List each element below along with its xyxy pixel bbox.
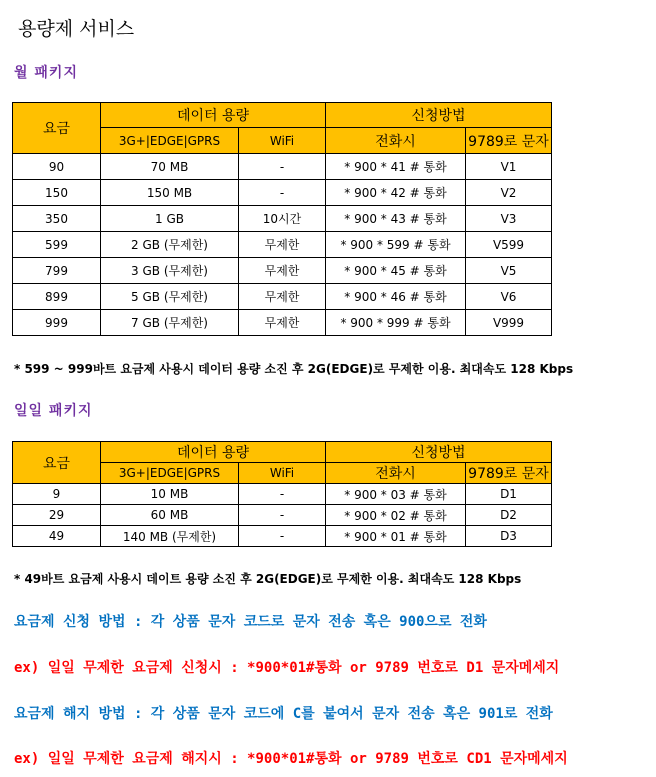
fee-cell: 150	[13, 180, 101, 206]
wifi-cell: 무제한	[239, 232, 326, 258]
fee-cell: 899	[13, 284, 101, 310]
phone-cell: * 900 * 45 # 통화	[326, 258, 466, 284]
monthly-package-heading: 월 패키지	[14, 65, 78, 81]
data-cell: 10 MB	[101, 484, 239, 505]
cancel-method-text: 요금제 해지 방법 : 각 상품 문자 코드에 C를 붙여서 문자 전송 혹은 901로 전화	[14, 706, 553, 722]
wifi-cell: 무제한	[239, 310, 326, 336]
sms-cell: V3	[466, 206, 552, 232]
header-phone: 전화시	[326, 128, 466, 154]
sms-cell: V6	[466, 284, 552, 310]
data-cell: 1 GB	[101, 206, 239, 232]
header-subscription-method: 신청방법	[326, 442, 552, 463]
table-row	[13, 484, 552, 505]
sms-cell: V999	[466, 310, 552, 336]
header-data-capacity: 데이터 용량	[101, 103, 326, 128]
phone-cell: * 900 * 41 # 통화	[326, 154, 466, 180]
table-row	[13, 310, 552, 336]
sms-cell: V1	[466, 154, 552, 180]
sms-cell: D3	[466, 526, 552, 547]
header-network: 3G+|EDGE|GPRS	[101, 463, 239, 484]
header-sms: 9789로 문자	[466, 463, 552, 484]
header-wifi: WiFi	[239, 463, 326, 484]
fee-cell: 9	[13, 484, 101, 505]
apply-method-text: 요금제 신청 방법 : 각 상품 문자 코드로 문자 전송 혹은 900으로 전화	[14, 614, 487, 630]
data-cell: 3 GB (무제한)	[101, 258, 239, 284]
page-title: 용량제 서비스	[18, 18, 135, 40]
wifi-cell: -	[239, 180, 326, 206]
fee-cell: 49	[13, 526, 101, 547]
sms-cell: D1	[466, 484, 552, 505]
header-fee: 요금	[13, 442, 101, 484]
table-row	[13, 180, 552, 206]
fee-cell: 350	[13, 206, 101, 232]
wifi-cell: -	[239, 526, 326, 547]
table-row	[13, 154, 552, 180]
data-cell: 5 GB (무제한)	[101, 284, 239, 310]
daily-package-heading: 일일 패키지	[14, 403, 93, 419]
table-row	[13, 505, 552, 526]
wifi-cell: -	[239, 505, 326, 526]
monthly-package-note: * 599 ~ 999바트 요금제 사용시 데이터 용량 소진 후 2G(EDGE)로 무제한 이용. 최대속도 128 Kbps	[14, 362, 574, 376]
phone-cell: * 900 * 43 # 통화	[326, 206, 466, 232]
header-network: 3G+|EDGE|GPRS	[101, 128, 239, 154]
table-row	[13, 526, 552, 547]
wifi-cell: 10시간	[239, 206, 326, 232]
header-subscription-method: 신청방법	[326, 103, 552, 128]
phone-cell: * 900 * 01 # 통화	[326, 526, 466, 547]
apply-example-text: ex) 일일 무제한 요금제 신청시 : *900*01#통화 or 9789 번호로 D1 문자메세지	[14, 660, 560, 676]
cancel-example-text: ex) 일일 무제한 요금제 해지시 : *900*01#통화 or 9789 번호로 CD1 문자메세지	[14, 751, 568, 767]
daily-package-table	[12, 441, 552, 547]
table-row	[13, 284, 552, 310]
phone-cell: * 900 * 599 # 통화	[326, 232, 466, 258]
phone-cell: * 900 * 46 # 통화	[326, 284, 466, 310]
data-cell: 7 GB (무제한)	[101, 310, 239, 336]
monthly-package-table	[12, 102, 552, 336]
sms-cell: V2	[466, 180, 552, 206]
table-row	[13, 206, 552, 232]
header-data-capacity: 데이터 용량	[101, 442, 326, 463]
header-wifi: WiFi	[239, 128, 326, 154]
phone-cell: * 900 * 02 # 통화	[326, 505, 466, 526]
fee-cell: 999	[13, 310, 101, 336]
header-fee: 요금	[13, 103, 101, 154]
table-row	[13, 232, 552, 258]
phone-cell: * 900 * 03 # 통화	[326, 484, 466, 505]
sms-cell: V599	[466, 232, 552, 258]
wifi-cell: -	[239, 154, 326, 180]
wifi-cell: 무제한	[239, 258, 326, 284]
sms-cell: D2	[466, 505, 552, 526]
data-cell: 2 GB (무제한)	[101, 232, 239, 258]
data-cell: 140 MB (무제한)	[101, 526, 239, 547]
fee-cell: 29	[13, 505, 101, 526]
data-cell: 60 MB	[101, 505, 239, 526]
fee-cell: 599	[13, 232, 101, 258]
header-phone: 전화시	[326, 463, 466, 484]
fee-cell: 90	[13, 154, 101, 180]
table-row	[13, 258, 552, 284]
phone-cell: * 900 * 999 # 통화	[326, 310, 466, 336]
fee-cell: 799	[13, 258, 101, 284]
sms-cell: V5	[466, 258, 552, 284]
data-cell: 70 MB	[101, 154, 239, 180]
data-cell: 150 MB	[101, 180, 239, 206]
daily-package-note: * 49바트 요금제 사용시 데이트 용량 소진 후 2G(EDGE)로 무제한 이용. 최대속도 128 Kbps	[14, 572, 522, 586]
phone-cell: * 900 * 42 # 통화	[326, 180, 466, 206]
wifi-cell: 무제한	[239, 284, 326, 310]
header-sms: 9789로 문자	[466, 128, 552, 154]
wifi-cell: -	[239, 484, 326, 505]
